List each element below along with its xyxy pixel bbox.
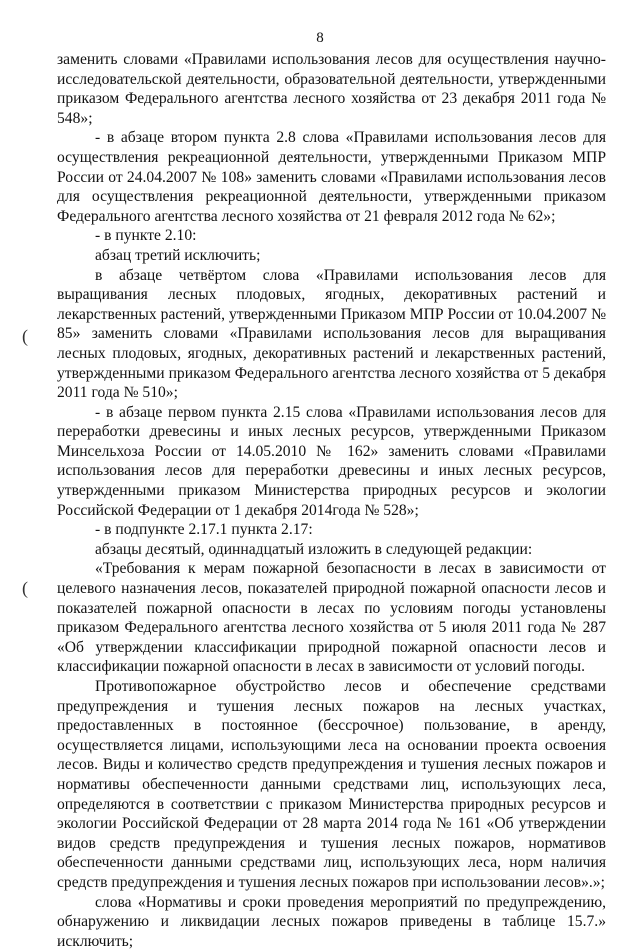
paragraph: - в абзаце первом пункта 2.15 слова «Правилами использования лесов для переработки древесины и иных лесных ресурсов, утвержденными Приказом Минсельхоза России от 14.05.2010 № 162» заменить словами «Правилами использования лесов для переработки древесины и иных лесных ресурсов, утвержденными приказом Министерства природных ресурсов и экологии Российской Федерации от 1 декабря 2014года № 528»;	[57, 403, 606, 519]
paragraph: - в подпункте 2.17.1 пункта 2.17:	[95, 521, 313, 539]
margin-bracket-mark: (	[22, 326, 28, 346]
paragraph: в абзаце четвёртом слова «Правилами использования лесов для выращивания лесных плодовых, ягодных, декоративных растений и лекарственных растений, утвержденными Приказом МПР России от 10.04.2007 № 85» заменить словами «Правилами использования лесов для выращивания лесных плодовых, ягодных, декоративных растений и лекарственных растений, утвержденными приказом Федерального агентства лесного хозяйства от 5 декабря 2011 года № 510»;	[57, 266, 606, 402]
margin-bracket-mark: (	[22, 578, 28, 598]
paragraph: - в абзаце втором пункта 2.8 слова «Правилами использования лесов для осуществления рекреационной деятельности, утвержденными Приказом МПР России от 24.04.2007 № 108» заменить словами «Правилами использования лесов для осуществления рекреационной деятельности, утвержденными приказом Федерального агентства лесного хозяйства от 21 февраля 2012 года № 62»;	[57, 129, 606, 225]
paragraph: абзацы десятый, одиннадцатый изложить в следующей редакции:	[95, 540, 533, 558]
paragraph: «Требования к мерам пожарной безопасности в лесах в зависимости от целевого назначения лесов, показателей природной пожарной опасности лесов и показателей пожарной опасности в лесах по условиям погоды установлены приказом Федерального агентства лесного хозяйства от 5 июля 2011 года № 287 «Об утверждении классификации природной пожарной опасности лесов и классификации пожарной опасности в лесах в зависимости от условий погоды.	[57, 560, 606, 676]
paragraph: абзац третий исключить;	[95, 246, 261, 264]
paragraph: Противопожарное обустройство лесов и обеспечение средствами предупреждения и тушения лесных пожаров на лесных участках, предоставленных в постоянное (бессрочное) пользование, в аренду, осуществляется лицами, использующими леса на основании проекта освоения лесов. Виды и количество средств предупреждения и тушения лесных пожаров и нормативы обеспеченности данными средствами лиц, использующих леса, определяются в соответствии с приказом Министерства природных ресурсов и экологии Российской Федерации от 28 марта 2014 года № 161 «Об утверждении видов средств предупреждения и тушения лесных пожаров, нормативов обеспеченности данными средствами лиц, использующих леса, норм наличия средств предупреждения и тушения лесных пожаров при использовании лесов».»;	[57, 678, 606, 891]
paragraph: - в пункте 2.10:	[95, 227, 197, 245]
paragraph: заменить словами «Правилами использования лесов для осуществления научно-исследовательской деятельности, образовательной деятельности, утвержденными приказом Федерального агентства лесного хозяйства от 23 декабря 2011 года № 548»;	[57, 51, 606, 127]
page-number: 8	[316, 30, 324, 46]
document-body	[57, 50, 606, 951]
paragraph: слова «Нормативы и сроки проведения мероприятий по предупреждению, обнаружению и ликвидации лесных пожаров приведены в таблице 15.7.» исключить;	[57, 893, 606, 950]
